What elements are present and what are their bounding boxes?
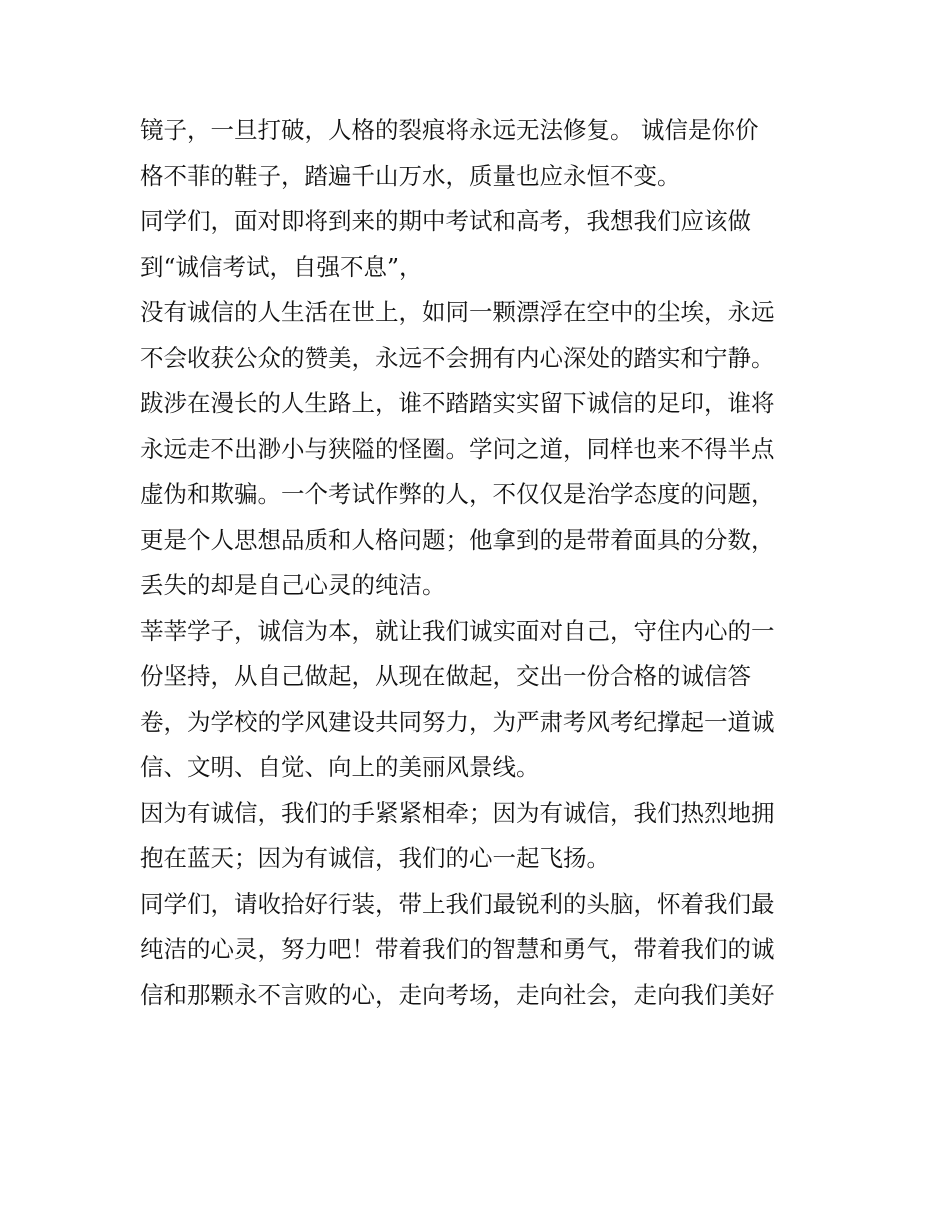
text-line: 份坚持，从自己做起，从现在做起，交出一份合格的诚信答 — [140, 662, 751, 690]
text-line: 镜子，一旦打破，人格的裂痕将永远无法修复。 诚信是你价 — [140, 116, 759, 144]
text-line: 虚伪和欺骗。一个考试作弊的人，不仅仅是治学态度的问题， — [140, 480, 775, 508]
text-line: 永远走不出渺小与狭隘的怪圈。学问之道，同样也来不得半点 — [140, 434, 775, 463]
text-line: 丢失的却是自己心灵的纯洁。 — [140, 571, 446, 599]
text-line: 格不菲的鞋子，踏遍千山万水，质量也应永恒不变。 — [140, 161, 681, 190]
text-line: 信、文明、自觉、向上的美丽风景线。 — [140, 753, 540, 781]
text-line: 没有诚信的人生活在世上，如同一颗漂浮在空中的尘埃，永远 — [140, 298, 775, 326]
text-line: 更是个人思想品质和人格问题；他拿到的是带着面具的分数， — [140, 525, 775, 554]
text-line: 跋涉在漫长的人生路上，谁不踏踏实实留下诚信的足印，谁将 — [140, 389, 775, 417]
text-line: 同学们，面对即将到来的期中考试和高考，我想我们应该做 — [140, 207, 751, 235]
text-line: 纯洁的心灵，努力吧！带着我们的智慧和勇气，带着我们的诚 — [140, 935, 775, 963]
text-line: 卷，为学校的学风建设共同努力，为严肃考风考纪撑起一道诚 — [140, 707, 775, 736]
text-line: 莘莘学子，诚信为本，就让我们诚实面对自己，守住内心的一 — [140, 616, 775, 645]
text-line: 因为有诚信，我们的手紧紧相牵；因为有诚信，我们热烈地拥 — [140, 798, 775, 827]
text-line: 抱在蓝天；因为有诚信，我们的心一起飞扬。 — [140, 844, 610, 872]
text-line: 到“诚信考试，自强不息”， — [140, 252, 423, 281]
document-body — [140, 108, 820, 1018]
text-line: 同学们，请收拾好行装，带上我们最锐利的头脑，怀着我们最 — [140, 889, 775, 918]
text-line: 信和那颗永不言败的心，走向考场，走向社会，走向我们美好 — [140, 980, 775, 1009]
text-line: 不会收获公众的赞美，永远不会拥有内心深处的踏实和宁静。 — [140, 343, 775, 372]
